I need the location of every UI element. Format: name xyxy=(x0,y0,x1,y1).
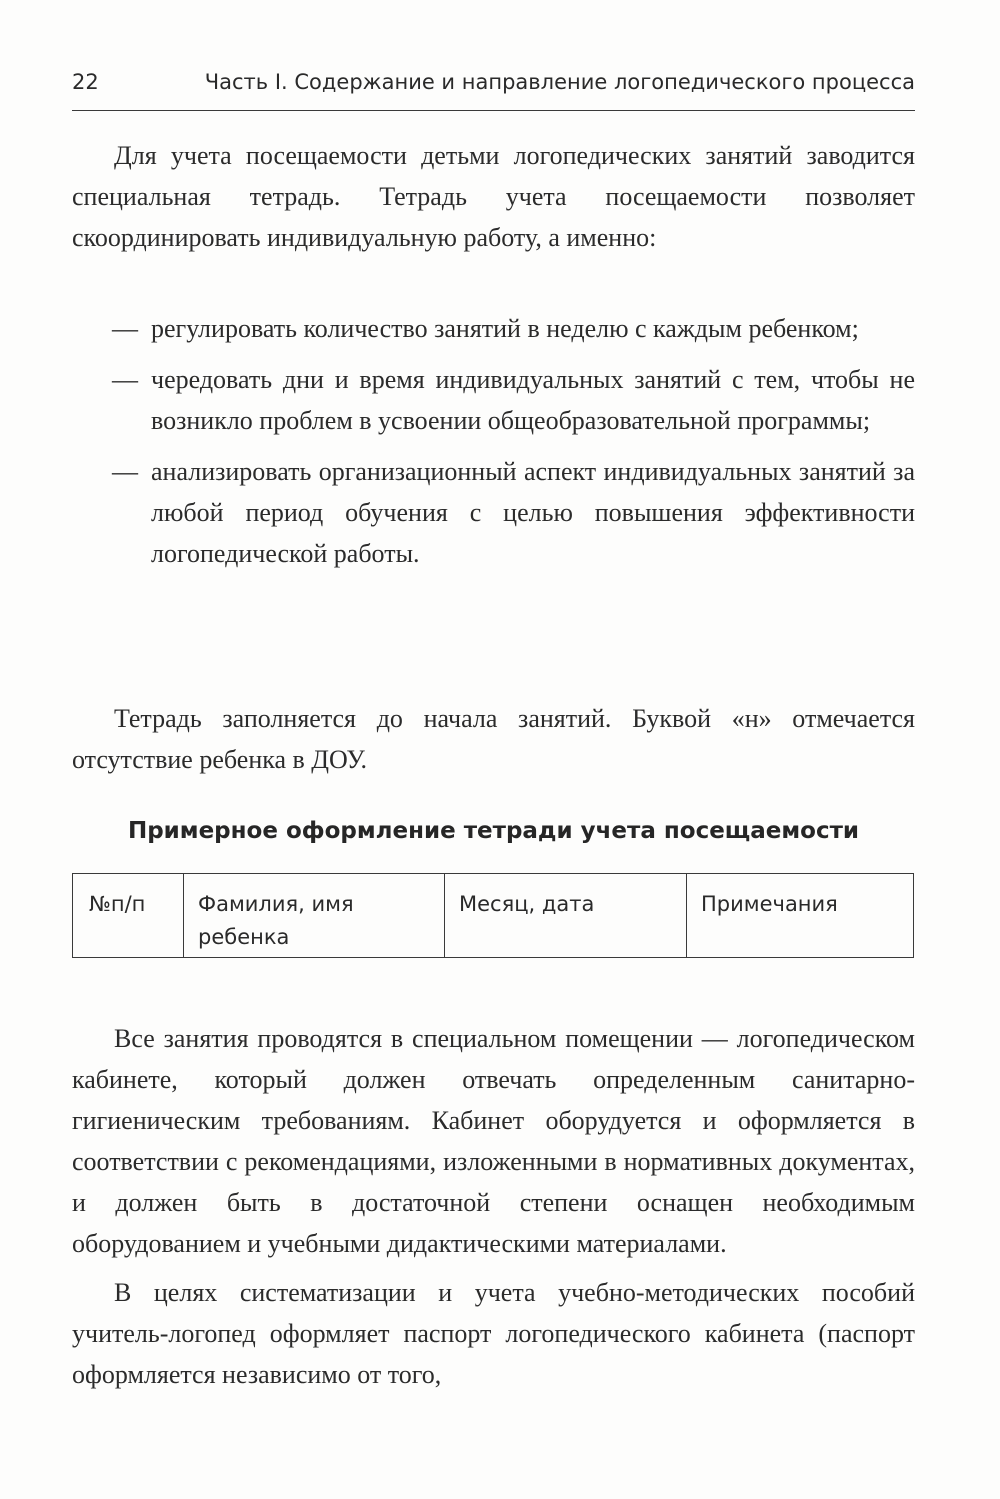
table-header-cell: Примечания xyxy=(687,874,914,958)
intro-paragraph: Для учета посещаемости детьми логопедических занятий заводится специальная тетрадь. Тетрадь учета посещаемости позволяет скоординировать индивидуальную работу, а именно: xyxy=(72,141,915,252)
header-rule xyxy=(72,110,915,111)
closing-paragraph: Все занятия проводятся в специальном помещении — логопедическом кабинете, который должен отвечать определенным санитарно-гигиеническим требованиям. Кабинет оборудуется и оформляется в соответствии с рекомендациями, изложенными в нормативных документах, и должен быть в достаточной степени оснащен необходимым оборудованием и учебными дидактическими материалами. xyxy=(72,1024,915,1258)
list-item xyxy=(72,308,915,349)
intro-section xyxy=(72,135,915,258)
fill-note-paragraph: Тетрадь заполняется до начала занятий. Буквой «н» отмечается отсутствие ребенка в ДОУ. xyxy=(72,704,915,774)
list-dash: — xyxy=(112,457,138,486)
table-header-cell: Месяц, дата xyxy=(445,874,687,958)
running-header xyxy=(72,66,915,106)
table-caption: Примерное оформление тетради учета посещаемости xyxy=(127,818,860,844)
page-number: 22 xyxy=(72,70,99,94)
list-item xyxy=(72,451,915,574)
table-header-cell: №п/п xyxy=(73,874,184,958)
closing-paragraph: В целях систематизации и учета учебно-методических пособий учитель-логопед оформляет паспорт логопедического кабинета (паспорт оформляется независимо от того, xyxy=(72,1278,915,1389)
table-header-cell: Фамилия, имя ребенка xyxy=(184,874,445,958)
list-item-text: регулировать количество занятий в неделю с каждым ребенком; xyxy=(151,314,859,343)
list-dash: — xyxy=(112,314,138,343)
closing-section xyxy=(72,1018,915,1395)
list-item xyxy=(72,359,915,441)
attendance-table xyxy=(72,873,914,958)
table-header-row xyxy=(73,874,914,958)
fill-note-section xyxy=(72,698,915,780)
bullet-list xyxy=(72,308,915,584)
list-item-text: чередовать дни и время индивидуальных занятий с тем, чтобы не возникло проблем в усвоении общеобразовательной программы; xyxy=(151,365,915,435)
list-dash: — xyxy=(112,365,138,394)
list-item-text: анализировать организационный аспект индивидуальных занятий за любой период обучения с целью повышения эффективности логопедической работы. xyxy=(151,457,915,568)
running-title: Часть I. Содержание и направление логопедического процесса xyxy=(204,70,915,94)
